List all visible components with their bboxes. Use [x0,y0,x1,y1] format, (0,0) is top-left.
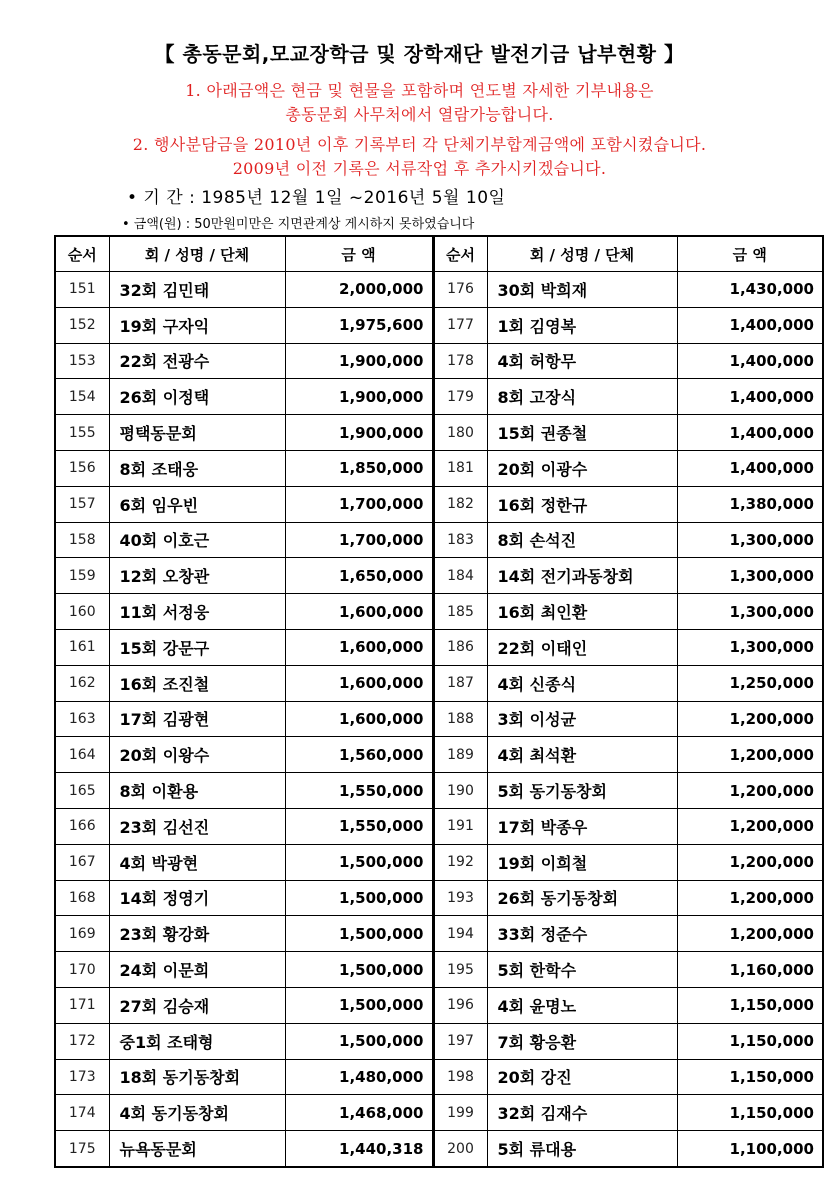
donor-name-right: 16회 최인환 [487,594,677,630]
amount-left: 1,500,000 [285,1023,433,1059]
row-number-left: 165 [55,773,109,809]
row-number-left: 152 [55,307,109,343]
amount-right: 1,100,000 [677,1131,823,1167]
row-number-left: 151 [55,272,109,308]
amount-right: 1,150,000 [677,1059,823,1095]
row-number-left: 159 [55,558,109,594]
amount-left: 1,550,000 [285,773,433,809]
header-amount-right: 금 액 [677,236,823,272]
table-row [55,379,823,415]
amount-left: 1,900,000 [285,415,433,451]
row-number-left: 161 [55,629,109,665]
amount-right: 1,430,000 [677,272,823,308]
row-number-left: 163 [55,701,109,737]
donor-name-right: 8회 손석진 [487,522,677,558]
row-number-right: 197 [433,1023,487,1059]
donor-name-left: 6회 임우빈 [109,486,285,522]
donation-table [54,235,824,1168]
row-number-left: 169 [55,916,109,952]
donor-name-left: 4회 동기동창회 [109,1095,285,1131]
row-number-right: 191 [433,808,487,844]
donor-name-right: 20회 강진 [487,1059,677,1095]
donor-name-left: 중1회 조태형 [109,1023,285,1059]
donor-name-right: 5회 류대용 [487,1131,677,1167]
amount-right: 1,200,000 [677,916,823,952]
amount-note: • 금액(원) : 50만원미만은 지면관계상 게시하지 못하였습니다 [122,217,475,232]
donor-name-left: 26회 이정택 [109,379,285,415]
row-number-right: 181 [433,450,487,486]
row-number-right: 193 [433,880,487,916]
amount-right: 1,400,000 [677,450,823,486]
donor-name-right: 33회 정준수 [487,916,677,952]
donor-name-right: 5회 한학수 [487,952,677,988]
donor-name-left: 14회 정영기 [109,880,285,916]
amount-left: 1,900,000 [285,343,433,379]
page-title: 【 총동문회,모교장학금 및 장학재단 발전기금 납부현황 】 [154,42,685,66]
row-number-left: 160 [55,594,109,630]
row-number-right: 189 [433,737,487,773]
amount-left: 1,650,000 [285,558,433,594]
amount-right: 1,380,000 [677,486,823,522]
amount-right: 1,150,000 [677,1095,823,1131]
amount-left: 1,480,000 [285,1059,433,1095]
amount-right: 1,300,000 [677,594,823,630]
donor-name-left: 8회 이환용 [109,773,285,809]
row-number-left: 172 [55,1023,109,1059]
amount-right: 1,400,000 [677,307,823,343]
table-row [55,701,823,737]
donor-name-right: 30회 박희재 [487,272,677,308]
row-number-right: 186 [433,629,487,665]
table-row [55,1095,823,1131]
donor-name-left: 40회 이호근 [109,522,285,558]
row-number-right: 198 [433,1059,487,1095]
donor-name-left: 20회 이왕수 [109,737,285,773]
table-row [55,737,823,773]
donor-name-right: 5회 동기동창회 [487,773,677,809]
row-number-left: 154 [55,379,109,415]
row-number-left: 168 [55,880,109,916]
donor-name-right: 4회 허항무 [487,343,677,379]
donor-name-left: 19회 구자익 [109,307,285,343]
row-number-left: 174 [55,1095,109,1131]
donor-name-right: 19회 이희철 [487,844,677,880]
amount-left: 1,700,000 [285,486,433,522]
donor-name-right: 3회 이성균 [487,701,677,737]
donor-name-left: 4회 박광현 [109,844,285,880]
donor-name-right: 4회 최석환 [487,737,677,773]
header-name-right: 회 / 성명 / 단체 [487,236,677,272]
header-no-left: 순서 [55,236,109,272]
donor-name-left: 16회 조진철 [109,665,285,701]
row-number-right: 192 [433,844,487,880]
row-number-right: 195 [433,952,487,988]
amount-right: 1,200,000 [677,844,823,880]
donor-name-left: 32회 김민태 [109,272,285,308]
notice-line-1: 1. 아래금액은 현금 및 현물을 포함하며 연도별 자세한 기부내용은 [185,81,654,100]
header-name-left: 회 / 성명 / 단체 [109,236,285,272]
table-header-row [55,236,823,272]
row-number-right: 182 [433,486,487,522]
row-number-left: 170 [55,952,109,988]
table-row [55,1131,823,1167]
amount-right: 1,200,000 [677,701,823,737]
donor-name-left: 뉴욕동문회 [109,1131,285,1167]
header-amount-left: 금 액 [285,236,433,272]
amount-right: 1,200,000 [677,773,823,809]
table-row [55,952,823,988]
row-number-right: 196 [433,987,487,1023]
donor-name-right: 20회 이광수 [487,450,677,486]
period-text: • 기 간 : 1985년 12월 1일 ~2016년 5월 10일 [127,188,506,208]
amount-right: 1,400,000 [677,379,823,415]
row-number-left: 158 [55,522,109,558]
donor-name-right: 7회 황응환 [487,1023,677,1059]
amount-left: 1,440,318 [285,1131,433,1167]
notice-line-4: 2009년 이전 기록은 서류작업 후 추가시키겠습니다. [232,159,607,178]
row-number-right: 199 [433,1095,487,1131]
notice-line-3: 2. 행사분담금을 2010년 이후 기록부터 각 단체기부합계금액에 포함시켰습니다. [132,135,707,154]
table-row [55,594,823,630]
row-number-right: 184 [433,558,487,594]
table-row [55,844,823,880]
table-row [55,307,823,343]
donor-name-left: 11회 서정웅 [109,594,285,630]
row-number-left: 171 [55,987,109,1023]
donor-name-left: 23회 김선진 [109,808,285,844]
amount-left: 1,500,000 [285,916,433,952]
amount-left: 1,468,000 [285,1095,433,1131]
table-row [55,450,823,486]
row-number-right: 180 [433,415,487,451]
row-number-right: 178 [433,343,487,379]
amount-left: 1,700,000 [285,522,433,558]
donor-name-right: 4회 신종식 [487,665,677,701]
amount-left: 1,500,000 [285,880,433,916]
donor-name-right: 4회 윤명노 [487,987,677,1023]
amount-left: 1,600,000 [285,701,433,737]
row-number-right: 185 [433,594,487,630]
table-row [55,1059,823,1095]
donor-name-left: 23회 황강화 [109,916,285,952]
row-number-right: 176 [433,272,487,308]
amount-left: 1,850,000 [285,450,433,486]
table-row [55,558,823,594]
amount-right: 1,150,000 [677,987,823,1023]
donor-name-left: 17회 김광현 [109,701,285,737]
donor-name-right: 8회 고장식 [487,379,677,415]
table-row [55,880,823,916]
row-number-right: 183 [433,522,487,558]
donor-name-left: 18회 동기동창회 [109,1059,285,1095]
row-number-left: 166 [55,808,109,844]
donor-name-right: 17회 박종우 [487,808,677,844]
amount-right: 1,400,000 [677,415,823,451]
donor-name-left: 27회 김승재 [109,987,285,1023]
row-number-right: 194 [433,916,487,952]
donor-name-right: 16회 정한규 [487,486,677,522]
amount-left: 1,560,000 [285,737,433,773]
table-row [55,987,823,1023]
donor-name-left: 22회 전광수 [109,343,285,379]
row-number-right: 188 [433,701,487,737]
table-row [55,808,823,844]
row-number-left: 155 [55,415,109,451]
amount-left: 1,600,000 [285,629,433,665]
row-number-left: 153 [55,343,109,379]
row-number-left: 175 [55,1131,109,1167]
donor-name-right: 26회 동기동창회 [487,880,677,916]
table-row [55,343,823,379]
amount-left: 1,550,000 [285,808,433,844]
table-row [55,773,823,809]
row-number-right: 200 [433,1131,487,1167]
donor-name-left: 24회 이문희 [109,952,285,988]
row-number-right: 187 [433,665,487,701]
table-row [55,522,823,558]
row-number-right: 190 [433,773,487,809]
row-number-left: 167 [55,844,109,880]
table-row [55,1023,823,1059]
donor-name-left: 12회 오창관 [109,558,285,594]
row-number-left: 164 [55,737,109,773]
table-row [55,629,823,665]
row-number-left: 173 [55,1059,109,1095]
amount-right: 1,250,000 [677,665,823,701]
row-number-left: 157 [55,486,109,522]
table-row [55,665,823,701]
notice-line-2: 총동문회 사무처에서 열람가능합니다. [285,105,554,124]
donor-name-left: 15회 강문구 [109,629,285,665]
table-row [55,486,823,522]
table-row [55,415,823,451]
amount-right: 1,150,000 [677,1023,823,1059]
row-number-left: 156 [55,450,109,486]
amount-right: 1,300,000 [677,522,823,558]
amount-right: 1,160,000 [677,952,823,988]
header-no-right: 순서 [433,236,487,272]
donor-name-right: 22회 이태인 [487,629,677,665]
amount-left: 1,500,000 [285,952,433,988]
amount-right: 1,300,000 [677,558,823,594]
donor-name-right: 32회 김재수 [487,1095,677,1131]
donor-name-right: 14회 전기과동창회 [487,558,677,594]
amount-left: 1,600,000 [285,665,433,701]
table-row [55,272,823,308]
amount-left: 2,000,000 [285,272,433,308]
amount-left: 1,900,000 [285,379,433,415]
amount-right: 1,200,000 [677,808,823,844]
amount-right: 1,200,000 [677,880,823,916]
amount-left: 1,975,600 [285,307,433,343]
amount-right: 1,200,000 [677,737,823,773]
row-number-right: 177 [433,307,487,343]
amount-left: 1,600,000 [285,594,433,630]
donor-name-right: 15회 권종철 [487,415,677,451]
row-number-left: 162 [55,665,109,701]
donor-name-left: 평택동문회 [109,415,285,451]
donor-name-right: 1회 김영복 [487,307,677,343]
amount-left: 1,500,000 [285,844,433,880]
amount-right: 1,400,000 [677,343,823,379]
row-number-right: 179 [433,379,487,415]
amount-right: 1,300,000 [677,629,823,665]
table-row [55,916,823,952]
amount-left: 1,500,000 [285,987,433,1023]
donor-name-left: 8회 조태웅 [109,450,285,486]
